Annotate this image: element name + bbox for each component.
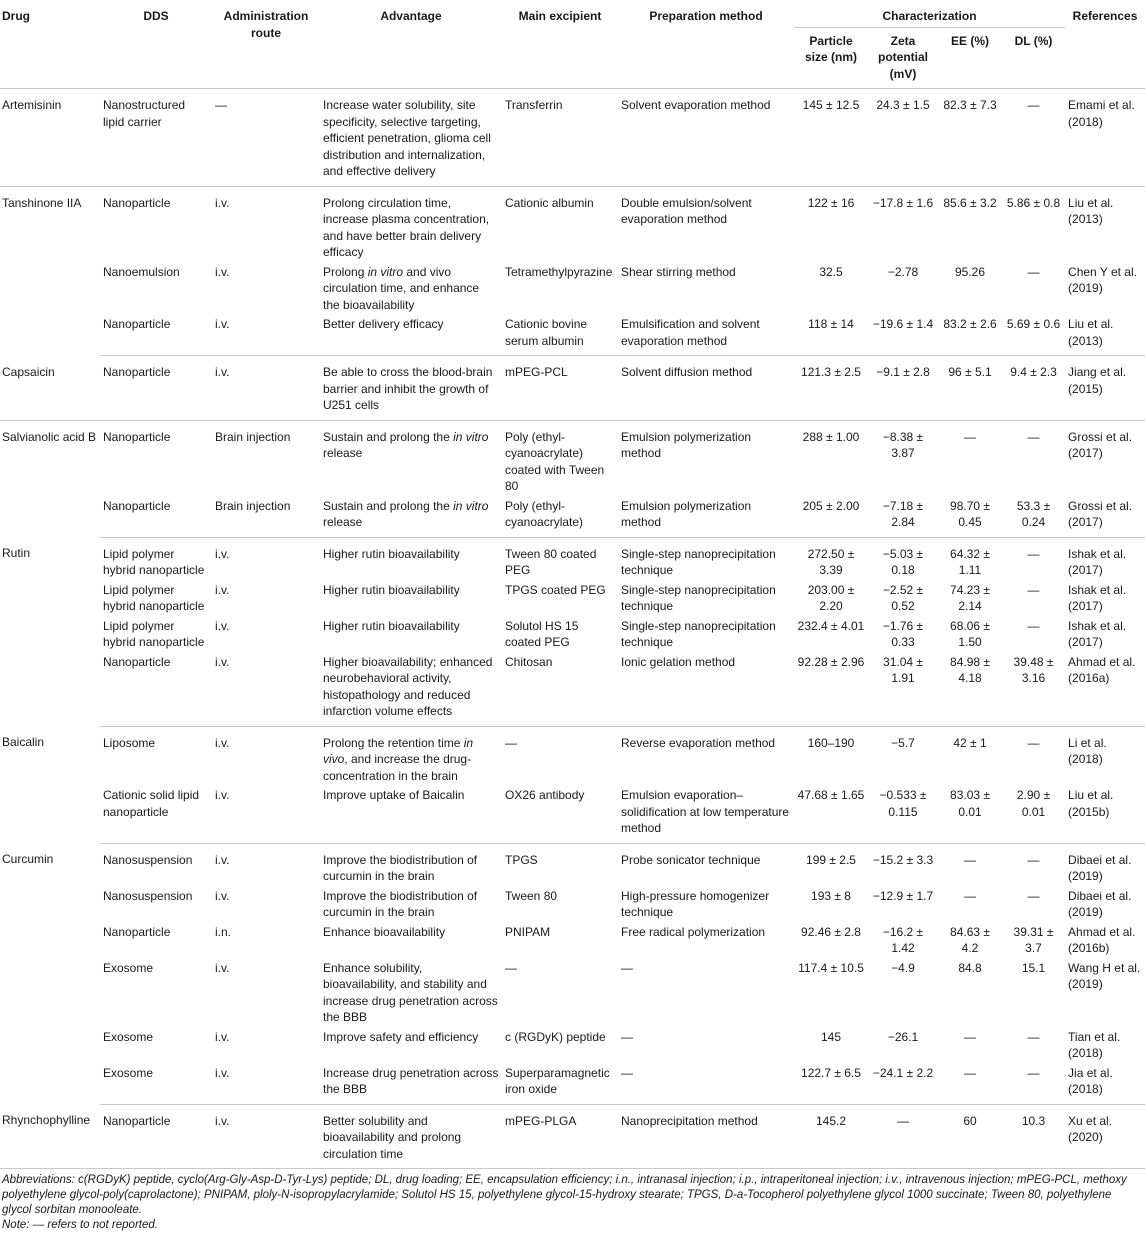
route-cell: —: [212, 89, 320, 187]
zeta-potential-cell: −0.533 ± 0.115: [868, 784, 938, 843]
drug-cell: Baicalin: [2, 735, 45, 749]
route-cell: i.v.: [215, 582, 230, 597]
particle-size-cell: 47.68 ± 1.65: [794, 784, 868, 843]
reference-cell: Wang H et al. (2019): [1068, 960, 1141, 991]
excipient-cell: Transferrin: [502, 89, 618, 187]
route-cell: i.v.: [212, 784, 320, 843]
dds-cell: Liposome: [103, 735, 156, 750]
advantage-cell: Enhance bioavailability: [323, 924, 446, 939]
reference-cell: Dibaei et al. (2019): [1068, 888, 1132, 919]
method-cell: Single-step nanoprecipitation technique: [621, 618, 776, 649]
particle-size-cell: 118 ± 14: [794, 313, 868, 356]
zeta-potential-cell: −19.6 ± 1.4: [868, 313, 938, 356]
particle-size-cell: 92.46 ± 2.8: [801, 924, 861, 939]
ee-cell: 84.63 ± 4.2: [950, 924, 990, 955]
reference-cell: Jiang et al. (2015): [1065, 356, 1145, 421]
excipient-cell: Tetramethylpyrazine: [505, 264, 613, 279]
route-cell: i.v.: [212, 313, 320, 356]
zeta-potential-cell: −15.2 ± 3.3: [872, 852, 934, 867]
excipient-cell: Chitosan: [502, 651, 618, 727]
advantage-cell: Enhance solubility, bioavailability, and stability and increase drug penetration across the BBB: [323, 960, 498, 1024]
reference-cell: Liu et al. (2013): [1068, 195, 1114, 226]
dl-cell: 9.4 ± 2.3: [1002, 356, 1065, 421]
dl-cell: —: [1027, 1029, 1040, 1044]
ee-cell: 98.70 ± 0.45: [938, 495, 1002, 538]
method-cell: Nanoprecipitation method: [618, 1104, 794, 1169]
advantage-cell: Increase drug penetration across the BBB: [320, 1062, 502, 1105]
advantage-cell: Better delivery efficacy: [320, 313, 502, 356]
footnote-note: Note: — refers to not reported.: [2, 1219, 158, 1231]
reference-cell: Ishak et al. (2017): [1068, 546, 1127, 577]
route-cell: i.v.: [215, 960, 230, 975]
table-row: [0, 186, 1145, 261]
zeta-potential-cell: −26.1: [887, 1029, 919, 1044]
reference-cell: Grossi et al. (2017): [1068, 429, 1133, 460]
excipient-cell: Tween 80: [505, 888, 558, 903]
excipient-cell: Superparamagnetic iron oxide: [502, 1062, 618, 1105]
route-cell: i.v.: [215, 618, 230, 633]
dds-cell: Nanoparticle: [100, 356, 212, 421]
dds-cell: Nanosuspension: [103, 852, 193, 867]
advantage-cell: Be able to cross the blood-brain barrier and inhibit the growth of U251 cells: [320, 356, 502, 421]
ee-cell: 83.03 ± 0.01: [938, 784, 1002, 843]
dds-cell: Lipid polymer hybrid nanoparticle: [103, 618, 205, 649]
ee-cell: —: [938, 1062, 1002, 1105]
dl-cell: 10.3: [1002, 1104, 1065, 1169]
table-row: [0, 313, 1145, 356]
reference-cell: Liu et al. (2015b): [1065, 784, 1145, 843]
dl-cell: —: [1002, 1062, 1065, 1105]
advantage-cell: Improve safety and efficiency: [323, 1029, 479, 1044]
excipient-cell: TPGS coated PEG: [505, 582, 606, 597]
zeta-potential-cell: 24.3 ± 1.5: [868, 89, 938, 187]
header-method: Preparation method: [618, 0, 794, 89]
footnote: [0, 1169, 1145, 1233]
particle-size-cell: 121.3 ± 2.5: [794, 356, 868, 421]
particle-size-cell: 199 ± 2.5: [806, 852, 856, 867]
table-row: [0, 615, 1145, 651]
route-cell: i.v.: [215, 195, 230, 210]
dds-cell: Nanosuspension: [103, 888, 193, 903]
method-cell: Emulsification and solvent evaporation method: [618, 313, 794, 356]
dl-cell: —: [1027, 264, 1040, 279]
footnote-abbreviations: Abbreviations: c(RGDyK) peptide, cyclo(Arg-Gly-Asp-D-Tyr-Lys) peptide; DL, drug loading; EE, encapsulation efficiency; i.n., intranasal injection; i.p., intraperitoneal injection; i.v., intravenous injection; mPEG-PCL, methoxy polyethylene glycol-poly(caprolactone); PNIPAM, ploly-N-isopropylacrylamide; Solutol HS 15, polyethylene glycol-15-hydroxy stearate; TPGS, D-a-Tocopherol polyethylene glycol 1000 succinate; Tween 80, polyethylene glycol sorbitan monooleate.: [2, 1174, 1127, 1216]
dl-cell: 2.90 ± 0.01: [1002, 784, 1065, 843]
table-body: [0, 89, 1145, 1169]
dl-cell: 39.31 ± 3.7: [1013, 924, 1054, 955]
route-cell: i.v.: [215, 1029, 230, 1044]
method-cell: Emulsion polymerization method: [618, 495, 794, 538]
dl-cell: 39.48 ± 3.16: [1002, 651, 1065, 727]
reference-cell: Grossi et al. (2017): [1065, 495, 1145, 538]
drug-cell: Tanshinone IIA: [2, 195, 82, 210]
dl-cell: 5.69 ± 0.6: [1002, 313, 1065, 356]
dl-cell: 15.1: [1021, 960, 1046, 975]
dl-cell: —: [1002, 89, 1065, 187]
reference-cell: Xu et al. (2020): [1065, 1104, 1145, 1169]
dl-cell: —: [1027, 852, 1040, 867]
header-excipient: Main excipient: [502, 0, 618, 89]
zeta-potential-cell: −5.03 ± 0.18: [882, 546, 924, 577]
table-row: [0, 420, 1145, 495]
particle-size-cell: 92.28 ± 2.96: [794, 651, 868, 727]
route-cell: Brain injection: [212, 495, 320, 538]
dl-cell: —: [1027, 582, 1040, 597]
ee-cell: 84.8: [958, 960, 982, 975]
method-cell: Solvent diffusion method: [618, 356, 794, 421]
dl-cell: —: [1027, 546, 1040, 561]
reference-cell: Ahmad et al. (2016b): [1068, 924, 1136, 955]
table-row: [0, 356, 1145, 421]
table-row: [0, 726, 1145, 784]
table-row: [0, 651, 1145, 727]
particle-size-cell: 288 ± 1.00: [802, 429, 860, 444]
dds-cell: Nanoparticle: [103, 924, 171, 939]
excipient-cell: TPGS: [505, 852, 538, 867]
table-row: [0, 784, 1145, 843]
drug-cell: Rhynchophylline: [0, 1104, 100, 1169]
method-cell: Single-step nanoprecipitation technique: [621, 582, 776, 613]
dds-cell: Lipid polymer hybrid nanoparticle: [103, 582, 205, 613]
zeta-potential-cell: −8.38 ± 3.87: [882, 429, 924, 460]
table-row: [0, 1026, 1145, 1062]
excipient-cell: Tween 80 coated PEG: [505, 546, 597, 577]
particle-size-cell: 145 ± 12.5: [794, 89, 868, 187]
drug-cell: Capsaicin: [0, 356, 100, 421]
dl-cell: —: [1027, 618, 1040, 633]
advantage-cell: Improve the biodistribution of curcumin in the brain: [323, 852, 478, 883]
table-row: [0, 89, 1145, 187]
route-cell: i.v.: [215, 888, 230, 903]
particle-size-cell: 160–190: [807, 735, 855, 750]
route-cell: i.v.: [215, 852, 230, 867]
ee-cell: 84.98 ± 4.18: [938, 651, 1002, 727]
dds-cell: Nanoparticle: [103, 429, 171, 444]
drug-cell: Artemisinin: [0, 89, 100, 187]
route-cell: i.v.: [215, 546, 230, 561]
reference-cell: Liu et al. (2013): [1065, 313, 1145, 356]
advantage-cell: Increase water solubility, site specificity, selective targeting, efficient penetration, glioma cell distribution and internalization, and effective delivery: [320, 89, 502, 187]
ee-cell: 96 ± 5.1: [938, 356, 1002, 421]
method-cell: Emulsion polymerization method: [621, 429, 752, 460]
dds-cell: Nanoparticle: [100, 495, 212, 538]
zeta-potential-cell: −1.76 ± 0.33: [882, 618, 924, 649]
header-particle-size: Particle size (nm): [794, 27, 868, 89]
method-cell: Emulsion evaporation–solidification at low temperature method: [618, 784, 794, 843]
ee-cell: 95.26: [954, 264, 986, 279]
advantage-cell: Better solubility and bioavailability and prolong circulation time: [320, 1104, 502, 1169]
reference-cell: Chen Y et al. (2019): [1068, 264, 1137, 295]
advantage-cell: Higher bioavailability; enhanced neurobehavioral activity, histopathology and reduced infarction volume effects: [320, 651, 502, 727]
route-cell: i.v.: [212, 1104, 320, 1169]
ee-cell: 74.23 ± 2.14: [950, 582, 990, 613]
excipient-cell: mPEG-PLGA: [502, 1104, 618, 1169]
dds-cell: Nanoparticle: [103, 195, 171, 210]
method-cell: —: [621, 1029, 633, 1044]
route-cell: i.v.: [212, 1062, 320, 1105]
dl-cell: 5.86 ± 0.8: [1006, 195, 1061, 210]
drug-cell: Rutin: [2, 546, 31, 560]
reference-cell: Ahmad et al. (2016a): [1065, 651, 1145, 727]
advantage-cell: Improve the biodistribution of curcumin in the brain: [323, 888, 478, 919]
dds-cell: Nanoparticle: [100, 313, 212, 356]
method-cell: High-pressure homogenizer technique: [621, 888, 770, 919]
table-row: [0, 921, 1145, 957]
excipient-cell: Solutol HS 15 coated PEG: [505, 618, 579, 649]
ee-cell: 68.06 ± 1.50: [950, 618, 990, 649]
reference-cell: Emami et al. (2018): [1065, 89, 1145, 187]
particle-size-cell: 122.7 ± 6.5: [794, 1062, 868, 1105]
zeta-potential-cell: −2.78: [887, 264, 919, 279]
ee-cell: 82.3 ± 7.3: [938, 89, 1002, 187]
ee-cell: —: [964, 852, 976, 867]
method-cell: Double emulsion/solvent evaporation method: [621, 195, 752, 226]
zeta-potential-cell: −7.18 ± 2.84: [868, 495, 938, 538]
reference-cell: Tian et al. (2018): [1068, 1029, 1121, 1060]
dl-cell: —: [1027, 735, 1040, 750]
particle-size-cell: 203.00 ± 2.20: [807, 582, 855, 613]
table-row: [0, 537, 1145, 579]
zeta-potential-cell: 31.04 ± 1.91: [868, 651, 938, 727]
advantage-cell: Higher rutin bioavailability: [323, 546, 460, 561]
dds-cell: Lipid polymer hybrid nanoparticle: [103, 546, 205, 577]
dds-cell: Cationic solid lipid nanoparticle: [100, 784, 212, 843]
route-cell: i.v.: [212, 356, 320, 421]
excipient-cell: Poly (ethyl-cyanoacrylate) coated with Tween 80: [505, 429, 605, 493]
route-cell: Brain injection: [215, 429, 291, 444]
zeta-potential-cell: −16.2 ± 1.42: [882, 924, 924, 955]
table-row: [0, 957, 1145, 1026]
reference-cell: Jia et al. (2018): [1065, 1062, 1145, 1105]
excipient-cell: mPEG-PCL: [502, 356, 618, 421]
excipient-cell: Cationic albumin: [505, 195, 594, 210]
particle-size-cell: 145: [820, 1029, 842, 1044]
advantage-cell: Prolong in vitro and vivo circulation time, and enhance the bioavailability: [323, 264, 480, 312]
excipient-cell: PNIPAM: [505, 924, 551, 939]
route-cell: i.v.: [215, 735, 230, 750]
dds-cell: Exosome: [103, 1029, 154, 1044]
table-row: [0, 1062, 1145, 1105]
method-cell: Shear stirring method: [621, 264, 736, 279]
excipient-cell: —: [505, 960, 517, 975]
zeta-potential-cell: −12.9 ± 1.7: [872, 888, 934, 903]
header-zeta-potential: Zeta potential (mV): [868, 27, 938, 89]
header-drug: Drug: [0, 0, 100, 89]
method-cell: Solvent evaporation method: [618, 89, 794, 187]
particle-size-cell: 122 ± 16: [807, 195, 855, 210]
header-characterization: Characterization: [794, 0, 1065, 27]
reference-cell: Li et al. (2018): [1068, 735, 1107, 766]
advantage-cell: Improve uptake of Baicalin: [320, 784, 502, 843]
advantage-cell: Prolong circulation time, increase plasma concentration, and have better brain delivery efficacy: [323, 195, 490, 259]
ee-cell: 60: [938, 1104, 1002, 1169]
zeta-potential-cell: −4.9: [891, 960, 915, 975]
zeta-potential-cell: −17.8 ± 1.6: [872, 195, 934, 210]
table-row: [0, 843, 1145, 885]
excipient-cell: Cationic bovine serum albumin: [502, 313, 618, 356]
particle-size-cell: 272.50 ± 3.39: [807, 546, 855, 577]
dl-cell: —: [1027, 888, 1040, 903]
excipient-cell: Poly (ethyl-cyanoacrylate): [502, 495, 618, 538]
zeta-potential-cell: −9.1 ± 2.8: [868, 356, 938, 421]
method-cell: Probe sonicator technique: [621, 852, 761, 867]
header-references: References: [1065, 0, 1145, 89]
excipient-cell: —: [505, 735, 517, 750]
route-cell: i.v.: [215, 264, 230, 279]
method-cell: —: [621, 960, 633, 975]
header-advantage: Advantage: [320, 0, 502, 89]
particle-size-cell: 117.4 ± 10.5: [798, 960, 864, 975]
excipient-cell: c (RGDyK) peptide: [505, 1029, 606, 1044]
method-cell: —: [618, 1062, 794, 1105]
ee-cell: 85.6 ± 3.2: [943, 195, 997, 210]
route-cell: i.n.: [215, 924, 232, 939]
particle-size-cell: 205 ± 2.00: [794, 495, 868, 538]
particle-size-cell: 32.5: [819, 264, 843, 279]
advantage-cell: Higher rutin bioavailability: [323, 582, 460, 597]
dl-cell: —: [1027, 429, 1040, 444]
advantage-cell: Sustain and prolong the in vitro release: [320, 495, 502, 538]
table-row: [0, 579, 1145, 615]
ee-cell: —: [964, 429, 976, 444]
header-dl: DL (%): [1002, 27, 1065, 89]
method-cell: Reverse evaporation method: [621, 735, 776, 750]
reference-cell: Ishak et al. (2017): [1068, 618, 1127, 649]
dds-cell: Nanostructured lipid carrier: [100, 89, 212, 187]
particle-size-cell: 145.2: [794, 1104, 868, 1169]
table-row: [0, 495, 1145, 538]
table-row: [0, 1104, 1145, 1169]
method-cell: Single-step nanoprecipitation technique: [621, 546, 776, 577]
ee-cell: —: [964, 1029, 976, 1044]
header-dds: DDS: [100, 0, 212, 89]
zeta-potential-cell: −24.1 ± 2.2: [868, 1062, 938, 1105]
excipient-cell: OX26 antibody: [502, 784, 618, 843]
particle-size-cell: 193 ± 8: [811, 888, 851, 903]
method-cell: Free radical polymerization: [621, 924, 766, 939]
table-row: [0, 885, 1145, 921]
method-cell: Ionic gelation method: [618, 651, 794, 727]
dds-cell: Exosome: [100, 1062, 212, 1105]
drug-cell: Curcumin: [2, 852, 54, 866]
advantage-cell: Higher rutin bioavailability: [323, 618, 460, 633]
dds-cell: Exosome: [103, 960, 154, 975]
dds-cell: Nanoparticle: [100, 651, 212, 727]
advantage-cell: Sustain and prolong the in vitro release: [323, 429, 489, 460]
zeta-potential-cell: −5.7: [891, 735, 915, 750]
ee-cell: 64.32 ± 1.11: [950, 546, 990, 577]
header-ee: EE (%): [938, 27, 1002, 89]
zeta-potential-cell: −2.52 ± 0.52: [882, 582, 924, 613]
dl-cell: 53.3 ± 0.24: [1002, 495, 1065, 538]
route-cell: i.v.: [212, 651, 320, 727]
reference-cell: Dibaei et al. (2019): [1068, 852, 1132, 883]
particle-size-cell: 232.4 ± 4.01: [797, 618, 865, 633]
drug-cell: Salvianolic acid B: [2, 429, 97, 444]
dds-cell: Nanoemulsion: [103, 264, 180, 279]
table-row: [0, 261, 1145, 314]
ee-cell: —: [964, 888, 976, 903]
ee-cell: 42 ± 1: [953, 735, 987, 750]
advantage-cell: Prolong the retention time in vivo, and increase the drug-concentration in the brain: [323, 735, 474, 783]
ee-cell: 83.2 ± 2.6: [938, 313, 1002, 356]
zeta-potential-cell: —: [868, 1104, 938, 1169]
header-route: Administration route: [212, 0, 320, 89]
reference-cell: Ishak et al. (2017): [1068, 582, 1127, 613]
dds-cell: Nanoparticle: [100, 1104, 212, 1169]
